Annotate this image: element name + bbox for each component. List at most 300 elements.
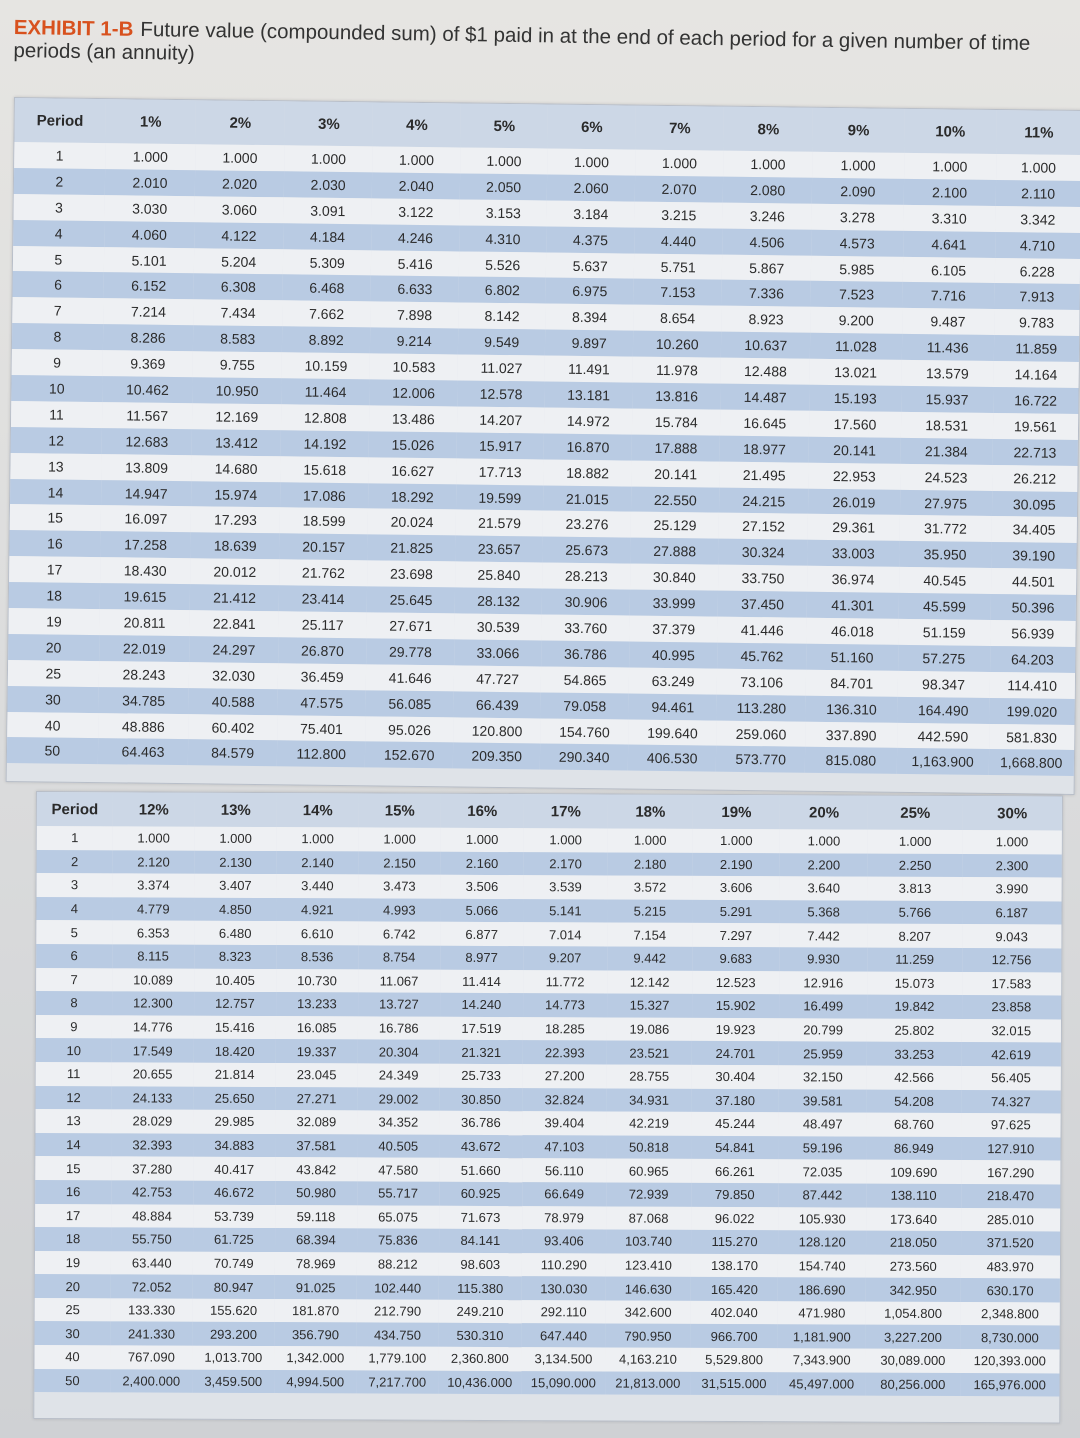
- value-cell: 8.323: [194, 945, 276, 969]
- value-cell: 630.170: [960, 1278, 1060, 1302]
- value-cell: 32.030: [189, 662, 278, 689]
- rate-header: 15%: [359, 793, 441, 827]
- value-cell: 5,529.800: [690, 1348, 777, 1372]
- value-cell: 18.531: [901, 412, 993, 439]
- value-cell: 70.749: [193, 1251, 275, 1275]
- value-cell: 2.120: [112, 850, 194, 874]
- value-cell: 87.068: [606, 1206, 691, 1230]
- value-cell: 15.974: [191, 481, 280, 508]
- value-cell: 7,217.700: [356, 1370, 438, 1394]
- value-cell: 4.060: [104, 221, 195, 248]
- value-cell: 73.106: [717, 668, 806, 695]
- value-cell: 573.770: [716, 746, 805, 773]
- value-cell: 2.190: [693, 852, 780, 876]
- value-cell: 96.022: [691, 1206, 778, 1230]
- value-cell: 74.327: [961, 1090, 1061, 1114]
- period-cell: 25: [8, 660, 99, 687]
- value-cell: 5.526: [459, 251, 547, 278]
- value-cell: 102.440: [357, 1276, 439, 1300]
- value-cell: 249.210: [439, 1300, 522, 1324]
- value-cell: 14.773: [523, 993, 607, 1017]
- period-cell: 8: [12, 323, 103, 350]
- value-cell: 21.825: [368, 535, 456, 562]
- value-cell: 4.506: [723, 228, 812, 255]
- value-cell: 30,089.000: [866, 1349, 960, 1373]
- period-cell: 1: [37, 826, 113, 850]
- value-cell: 2.130: [194, 850, 276, 874]
- value-cell: 471.980: [778, 1301, 866, 1325]
- value-cell: 8.583: [193, 325, 282, 352]
- value-cell: 20.799: [779, 1018, 867, 1042]
- value-cell: 138.170: [691, 1254, 778, 1278]
- value-cell: 273.560: [866, 1254, 960, 1278]
- value-cell: 46.672: [193, 1181, 275, 1205]
- value-cell: 25.673: [543, 537, 631, 564]
- value-cell: 28.132: [455, 588, 543, 615]
- value-cell: 7.662: [282, 301, 371, 328]
- value-cell: 406.530: [628, 745, 717, 772]
- value-cell: 12.523: [692, 970, 779, 994]
- rate-header: 5%: [460, 103, 548, 148]
- value-cell: 11.027: [458, 355, 546, 382]
- value-cell: 16.097: [100, 506, 191, 533]
- period-cell: 17: [9, 556, 100, 583]
- value-cell: 15.784: [632, 408, 721, 435]
- value-cell: 39.404: [522, 1111, 606, 1135]
- value-cell: 25.840: [455, 562, 543, 589]
- period-cell: 6: [36, 944, 112, 968]
- value-cell: 7.214: [103, 298, 194, 325]
- value-cell: 66.261: [691, 1159, 778, 1183]
- value-cell: 33.066: [454, 639, 542, 666]
- value-cell: 2.160: [440, 851, 523, 875]
- value-cell: 6.742: [358, 922, 440, 946]
- value-cell: 78.969: [275, 1252, 357, 1276]
- value-cell: 138.110: [866, 1184, 960, 1208]
- value-cell: 154.760: [541, 718, 629, 745]
- value-cell: 75.836: [357, 1228, 439, 1252]
- value-cell: 3.374: [112, 874, 194, 898]
- value-cell: 6.975: [546, 278, 634, 305]
- value-cell: 2,400.000: [110, 1369, 192, 1393]
- value-cell: 88.212: [357, 1252, 439, 1276]
- value-cell: 7.523: [811, 281, 903, 308]
- value-cell: 59.196: [778, 1136, 866, 1160]
- value-cell: 15.618: [280, 456, 369, 483]
- period-cell: 30: [35, 1321, 111, 1345]
- value-cell: 56.110: [522, 1158, 606, 1182]
- value-cell: 3.184: [547, 200, 635, 227]
- value-cell: 109.690: [867, 1160, 961, 1184]
- value-cell: 530.310: [438, 1323, 521, 1347]
- rate-header: 6%: [548, 105, 636, 150]
- value-cell: 33.760: [542, 615, 630, 642]
- value-cell: 34.883: [193, 1133, 275, 1157]
- value-cell: 442.590: [897, 722, 989, 749]
- value-cell: 18.977: [720, 435, 809, 462]
- value-cell: 5.766: [868, 900, 962, 924]
- value-cell: 45.762: [718, 643, 807, 670]
- value-cell: 8.923: [722, 306, 811, 333]
- value-cell: 434.750: [356, 1323, 438, 1347]
- value-cell: 32.150: [779, 1065, 867, 1089]
- value-cell: 767.090: [110, 1345, 192, 1369]
- value-cell: 18.285: [523, 1017, 607, 1041]
- value-cell: 32.015: [961, 1019, 1061, 1043]
- period-cell: 40: [7, 712, 98, 739]
- value-cell: 37.581: [275, 1134, 357, 1158]
- period-cell: 11: [36, 1062, 112, 1086]
- value-cell: 3.153: [459, 199, 547, 226]
- value-cell: 93.406: [522, 1229, 606, 1253]
- value-cell: 53.739: [193, 1204, 275, 1228]
- value-cell: 2.300: [962, 854, 1062, 878]
- value-cell: 1,342.000: [274, 1346, 356, 1370]
- value-cell: 18.599: [280, 508, 369, 535]
- value-cell: 8.754: [358, 945, 440, 969]
- value-cell: 1,013.700: [192, 1346, 274, 1370]
- value-cell: 11.259: [867, 948, 961, 972]
- value-cell: 60.925: [439, 1182, 522, 1206]
- value-cell: 32.089: [275, 1110, 357, 1134]
- value-cell: 6.308: [194, 274, 283, 301]
- value-cell: 8.654: [633, 305, 722, 332]
- value-cell: 8.207: [868, 924, 962, 948]
- value-cell: 39.190: [991, 542, 1077, 569]
- value-cell: 199.020: [989, 698, 1075, 725]
- value-cell: 1.000: [460, 147, 548, 174]
- value-cell: 3.278: [811, 204, 903, 231]
- value-cell: 28.029: [111, 1109, 193, 1133]
- value-cell: 37.280: [111, 1157, 193, 1181]
- value-cell: 75.401: [277, 715, 366, 742]
- value-cell: 3.440: [276, 874, 358, 898]
- value-cell: 5.141: [523, 899, 607, 923]
- value-cell: 3.246: [723, 202, 812, 229]
- value-cell: 95.026: [366, 716, 454, 743]
- value-cell: 25.117: [278, 611, 367, 638]
- value-cell: 33.003: [807, 540, 899, 567]
- period-cell: 14: [35, 1133, 111, 1157]
- value-cell: 1.000: [812, 152, 904, 179]
- value-cell: 16.627: [369, 457, 457, 484]
- value-cell: 61.725: [193, 1228, 275, 1252]
- value-cell: 5.101: [104, 247, 195, 274]
- value-cell: 97.625: [961, 1113, 1061, 1137]
- value-cell: 115.380: [439, 1276, 522, 1300]
- value-cell: 10.462: [102, 376, 193, 403]
- value-cell: 54.841: [691, 1136, 778, 1160]
- value-cell: 11.491: [545, 356, 633, 383]
- value-cell: 209.350: [453, 743, 541, 770]
- value-cell: 4.641: [903, 231, 995, 258]
- value-cell: 22.953: [808, 462, 900, 489]
- value-cell: 4.310: [459, 225, 547, 252]
- value-cell: 10,436.000: [438, 1370, 521, 1394]
- value-cell: 29.002: [357, 1087, 439, 1111]
- value-cell: 1.000: [724, 151, 813, 178]
- value-cell: 20.811: [99, 609, 190, 636]
- value-cell: 2.170: [523, 852, 607, 876]
- value-cell: 5.291: [692, 900, 779, 924]
- value-cell: 24.297: [189, 636, 278, 663]
- value-cell: 33.999: [630, 590, 719, 617]
- period-cell: 50: [7, 737, 98, 764]
- table-header-row: [37, 792, 1062, 830]
- value-cell: 37.180: [692, 1088, 779, 1112]
- value-cell: 37.450: [718, 591, 807, 618]
- value-cell: 9.549: [458, 329, 546, 356]
- value-cell: 2.010: [104, 169, 195, 196]
- value-cell: 65.075: [357, 1205, 439, 1229]
- value-cell: 25.650: [193, 1086, 275, 1110]
- value-cell: 402.040: [691, 1301, 778, 1325]
- value-cell: 72.035: [778, 1160, 866, 1184]
- value-cell: 9.897: [545, 330, 633, 357]
- value-cell: 47.103: [522, 1135, 606, 1159]
- value-cell: 15.026: [369, 431, 457, 458]
- value-cell: 1.000: [284, 145, 373, 172]
- value-cell: 13.486: [369, 405, 457, 432]
- value-cell: 50.396: [990, 594, 1076, 621]
- value-cell: 98.603: [439, 1252, 522, 1276]
- annuity-table-low-rates: [7, 98, 1080, 776]
- value-cell: 14.776: [112, 1015, 194, 1039]
- value-cell: 54.208: [867, 1089, 961, 1113]
- value-cell: 7.716: [902, 282, 994, 309]
- value-cell: 12.578: [457, 380, 545, 407]
- value-cell: 4.184: [283, 223, 372, 250]
- value-cell: 15.073: [867, 971, 961, 995]
- period-cell: 16: [35, 1180, 111, 1204]
- value-cell: 4.779: [112, 897, 194, 921]
- value-cell: 27.200: [523, 1064, 607, 1088]
- value-cell: 84.141: [439, 1229, 522, 1253]
- value-cell: 112.800: [277, 741, 366, 768]
- value-cell: 60.402: [189, 714, 278, 741]
- rate-header: 8%: [724, 107, 813, 152]
- value-cell: 11.028: [810, 333, 902, 360]
- value-cell: 14.207: [457, 406, 545, 433]
- value-cell: 37.379: [629, 616, 718, 643]
- annuity-table-12-30-percent: [33, 791, 1063, 1423]
- value-cell: 72.052: [111, 1275, 193, 1299]
- value-cell: 1,163.900: [897, 748, 989, 775]
- value-cell: 42.753: [111, 1180, 193, 1204]
- value-cell: 6.802: [458, 277, 546, 304]
- value-cell: 342.600: [606, 1300, 691, 1324]
- value-cell: 5.985: [811, 255, 903, 282]
- value-cell: 2.090: [812, 178, 904, 205]
- rate-header: 12%: [113, 792, 195, 826]
- value-cell: 79.058: [541, 692, 629, 719]
- value-cell: 2.140: [276, 851, 358, 875]
- value-cell: 3.473: [358, 875, 440, 899]
- value-cell: 4.246: [372, 224, 460, 251]
- value-cell: 9.442: [607, 946, 692, 970]
- value-cell: 6.353: [112, 921, 194, 945]
- value-cell: 2.070: [635, 175, 724, 202]
- period-cell: 6: [13, 271, 104, 298]
- rate-header: 7%: [635, 106, 724, 151]
- value-cell: 15.416: [194, 1015, 276, 1039]
- value-cell: 292.110: [522, 1300, 606, 1324]
- value-cell: 15.902: [692, 994, 779, 1018]
- value-cell: 13.579: [901, 360, 993, 387]
- exhibit-caption: Future value (compounded sum) of $1 paid in at the end of each period for a given number of time periods (an annuity): [13, 17, 1031, 65]
- period-header: Period: [37, 792, 113, 826]
- value-cell: 27.152: [719, 513, 808, 540]
- value-cell: 7.297: [692, 923, 779, 947]
- value-cell: 21.814: [194, 1063, 276, 1087]
- value-cell: 66.439: [453, 691, 541, 718]
- value-cell: 20.157: [279, 534, 368, 561]
- value-cell: 647.440: [521, 1324, 605, 1348]
- value-cell: 31,515.000: [690, 1372, 777, 1396]
- value-cell: 24.133: [111, 1086, 193, 1110]
- value-cell: 30.906: [542, 589, 630, 616]
- period-cell: 17: [35, 1204, 111, 1228]
- value-cell: 25.802: [867, 1018, 961, 1042]
- period-cell: 30: [7, 686, 98, 713]
- period-cell: 7: [12, 297, 103, 324]
- value-cell: 133.330: [111, 1298, 193, 1322]
- period-cell: 7: [36, 968, 112, 992]
- value-cell: 45.599: [898, 593, 990, 620]
- value-cell: 11.464: [281, 378, 370, 405]
- value-cell: 55.717: [357, 1181, 439, 1205]
- value-cell: 68.760: [867, 1113, 961, 1137]
- value-cell: 3.030: [104, 195, 195, 222]
- value-cell: 72.939: [606, 1182, 691, 1206]
- value-cell: 115.270: [691, 1230, 778, 1254]
- value-cell: 98.347: [898, 671, 990, 698]
- value-cell: 47.727: [454, 665, 542, 692]
- value-cell: 3.215: [634, 201, 723, 228]
- value-cell: 212.790: [357, 1299, 439, 1323]
- value-cell: 3.091: [283, 197, 372, 224]
- value-cell: 790.950: [605, 1324, 690, 1348]
- value-cell: 20.141: [631, 460, 720, 487]
- value-cell: 9.930: [779, 947, 867, 971]
- value-cell: 30.850: [439, 1087, 522, 1111]
- rate-header: 9%: [812, 108, 904, 153]
- exhibit-title: [13, 16, 1069, 79]
- value-cell: 2.250: [868, 853, 962, 877]
- value-cell: 26.019: [808, 488, 900, 515]
- value-cell: 24.701: [692, 1041, 779, 1065]
- value-cell: 146.630: [606, 1277, 691, 1301]
- value-cell: 64.463: [98, 739, 189, 766]
- value-cell: 123.410: [606, 1253, 691, 1277]
- value-cell: 11.436: [902, 334, 994, 361]
- value-cell: 21.762: [279, 560, 368, 587]
- value-cell: 16.722: [993, 387, 1079, 414]
- value-cell: 114.410: [989, 672, 1075, 699]
- value-cell: 17.086: [280, 482, 369, 509]
- value-cell: 4.993: [358, 898, 440, 922]
- value-cell: 6.152: [103, 273, 194, 300]
- value-cell: 2.110: [995, 180, 1080, 207]
- value-cell: 105.930: [778, 1207, 866, 1231]
- value-cell: 30.539: [454, 613, 542, 640]
- value-cell: 199.640: [628, 719, 717, 746]
- value-cell: 24.349: [358, 1063, 440, 1087]
- exhibit-label: EXHIBIT 1-B: [13, 16, 134, 41]
- period-cell: 1: [14, 142, 105, 169]
- value-cell: 63.440: [111, 1251, 193, 1275]
- value-cell: 26.870: [278, 637, 367, 664]
- value-cell: 42.219: [606, 1112, 691, 1136]
- value-cell: 91.025: [275, 1275, 357, 1299]
- value-cell: 3.342: [995, 206, 1080, 233]
- value-cell: 1.000: [608, 828, 693, 852]
- value-cell: 7,343.900: [778, 1348, 866, 1372]
- value-cell: 2.040: [372, 172, 460, 199]
- value-cell: 20.304: [358, 1040, 440, 1064]
- value-cell: 2.030: [284, 171, 373, 198]
- period-cell: 50: [34, 1369, 110, 1393]
- value-cell: 152.670: [365, 742, 453, 769]
- value-cell: 7.336: [722, 280, 811, 307]
- value-cell: 66.649: [522, 1182, 606, 1206]
- value-cell: 2.080: [723, 177, 812, 204]
- value-cell: 5.368: [780, 900, 868, 924]
- value-cell: 5.867: [722, 254, 811, 281]
- value-cell: 21.015: [543, 485, 631, 512]
- value-cell: 56.085: [366, 690, 454, 717]
- value-cell: 6.480: [194, 921, 276, 945]
- period-cell: 5: [36, 920, 112, 944]
- value-cell: 120.800: [453, 717, 541, 744]
- value-cell: 24.215: [719, 487, 808, 514]
- value-cell: 20.141: [809, 437, 901, 464]
- value-cell: 10.260: [633, 331, 722, 358]
- value-cell: 164.490: [897, 697, 989, 724]
- value-cell: 20.012: [190, 558, 279, 585]
- value-cell: 13.233: [276, 992, 358, 1016]
- value-cell: 21,813.000: [605, 1371, 690, 1395]
- value-cell: 40.995: [629, 641, 718, 668]
- value-cell: 25.645: [367, 586, 455, 613]
- value-cell: 1.000: [996, 154, 1080, 181]
- value-cell: 18.639: [191, 533, 280, 560]
- value-cell: 2.200: [780, 853, 868, 877]
- rate-header: 3%: [284, 101, 373, 146]
- value-cell: 42.619: [961, 1042, 1061, 1066]
- value-cell: 44.501: [991, 568, 1077, 595]
- value-cell: 23.698: [368, 561, 456, 588]
- value-cell: 4.850: [194, 897, 276, 921]
- value-cell: 16.085: [276, 1016, 358, 1040]
- value-cell: 15.327: [607, 994, 692, 1018]
- value-cell: 11.567: [102, 402, 193, 429]
- period-cell: 8: [36, 991, 112, 1015]
- value-cell: 12.756: [962, 948, 1062, 972]
- value-cell: 71.673: [439, 1205, 522, 1229]
- period-cell: 12: [11, 427, 102, 454]
- value-cell: 1.000: [868, 830, 962, 854]
- value-cell: 10.730: [276, 969, 358, 993]
- value-cell: 36.974: [807, 566, 899, 593]
- value-cell: 17.713: [456, 458, 544, 485]
- period-cell: 9: [36, 1015, 112, 1039]
- value-cell: 50.818: [606, 1135, 691, 1159]
- value-cell: 9.755: [193, 351, 282, 378]
- value-cell: 8.536: [276, 945, 358, 969]
- value-cell: 103.740: [606, 1230, 691, 1254]
- value-cell: 8.115: [112, 944, 194, 968]
